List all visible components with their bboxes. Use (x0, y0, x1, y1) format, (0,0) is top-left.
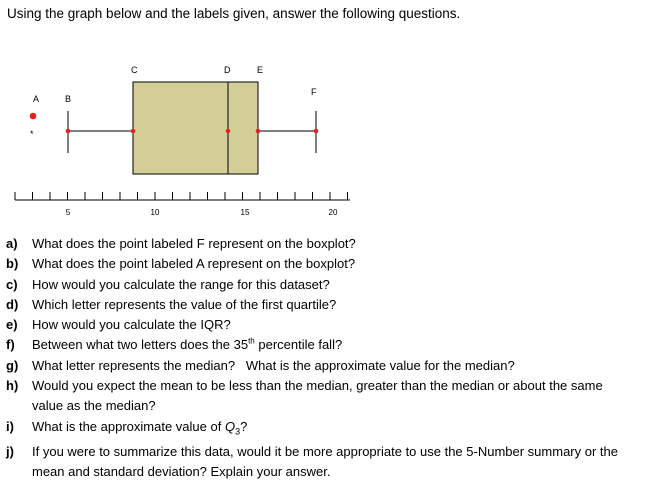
boxplot-figure (0, 0, 660, 230)
question-i: i) What is the approximate value of $Q_3$? (6, 418, 248, 437)
label-e: E (257, 65, 264, 75)
point-a-marker (30, 113, 37, 120)
point-f-marker (314, 129, 319, 134)
point-c-marker (131, 129, 136, 134)
tick-label-5: 5 (65, 208, 71, 217)
label-c: C (131, 65, 138, 75)
tick-label-15: 15 (240, 208, 250, 217)
question-list (6, 234, 656, 482)
question-f: f) Between what two letters does the 35th percentile fall? (6, 337, 343, 353)
question-h-continuation: value as the median? (32, 398, 156, 414)
number-line-axis (15, 192, 350, 200)
point-e-marker (256, 129, 261, 134)
question-h: h) Would you expect the mean to be less than the median, greater than the median or about the same (6, 378, 603, 394)
question-g: g) What letter represents the median? What is the approximate value for the median? (6, 357, 515, 373)
label-a: A (33, 94, 40, 104)
label-b: B (65, 94, 72, 104)
label-f: F (311, 87, 317, 97)
label-d: D (224, 65, 231, 75)
point-d-marker (226, 129, 231, 134)
question-j-continuation: mean and standard deviation? Explain your answer. (32, 463, 331, 479)
iqr-box (133, 82, 258, 174)
question-a: a) What does the point labeled F represent on the boxplot? (6, 236, 356, 251)
point-b-marker (66, 129, 71, 134)
question-d: d) Which letter represents the value of the first quartile? (6, 296, 337, 312)
outlier-star: * (30, 129, 34, 139)
question-j: j) If you were to summarize this data, would it be more appropriate to use the 5-Number summary or the (6, 443, 618, 459)
question-b: b) What does the point labeled A represent on the boxplot? (6, 256, 356, 272)
question-c: c) How would you calculate the range for this dataset? (6, 276, 330, 292)
question-e: e) How would you calculate the IQR? (6, 317, 231, 333)
tick-label-20: 20 (328, 208, 338, 217)
instructions-text: Using the graph below and the labels given, answer the following questions. (7, 6, 461, 21)
tick-label-10: 10 (150, 208, 160, 217)
